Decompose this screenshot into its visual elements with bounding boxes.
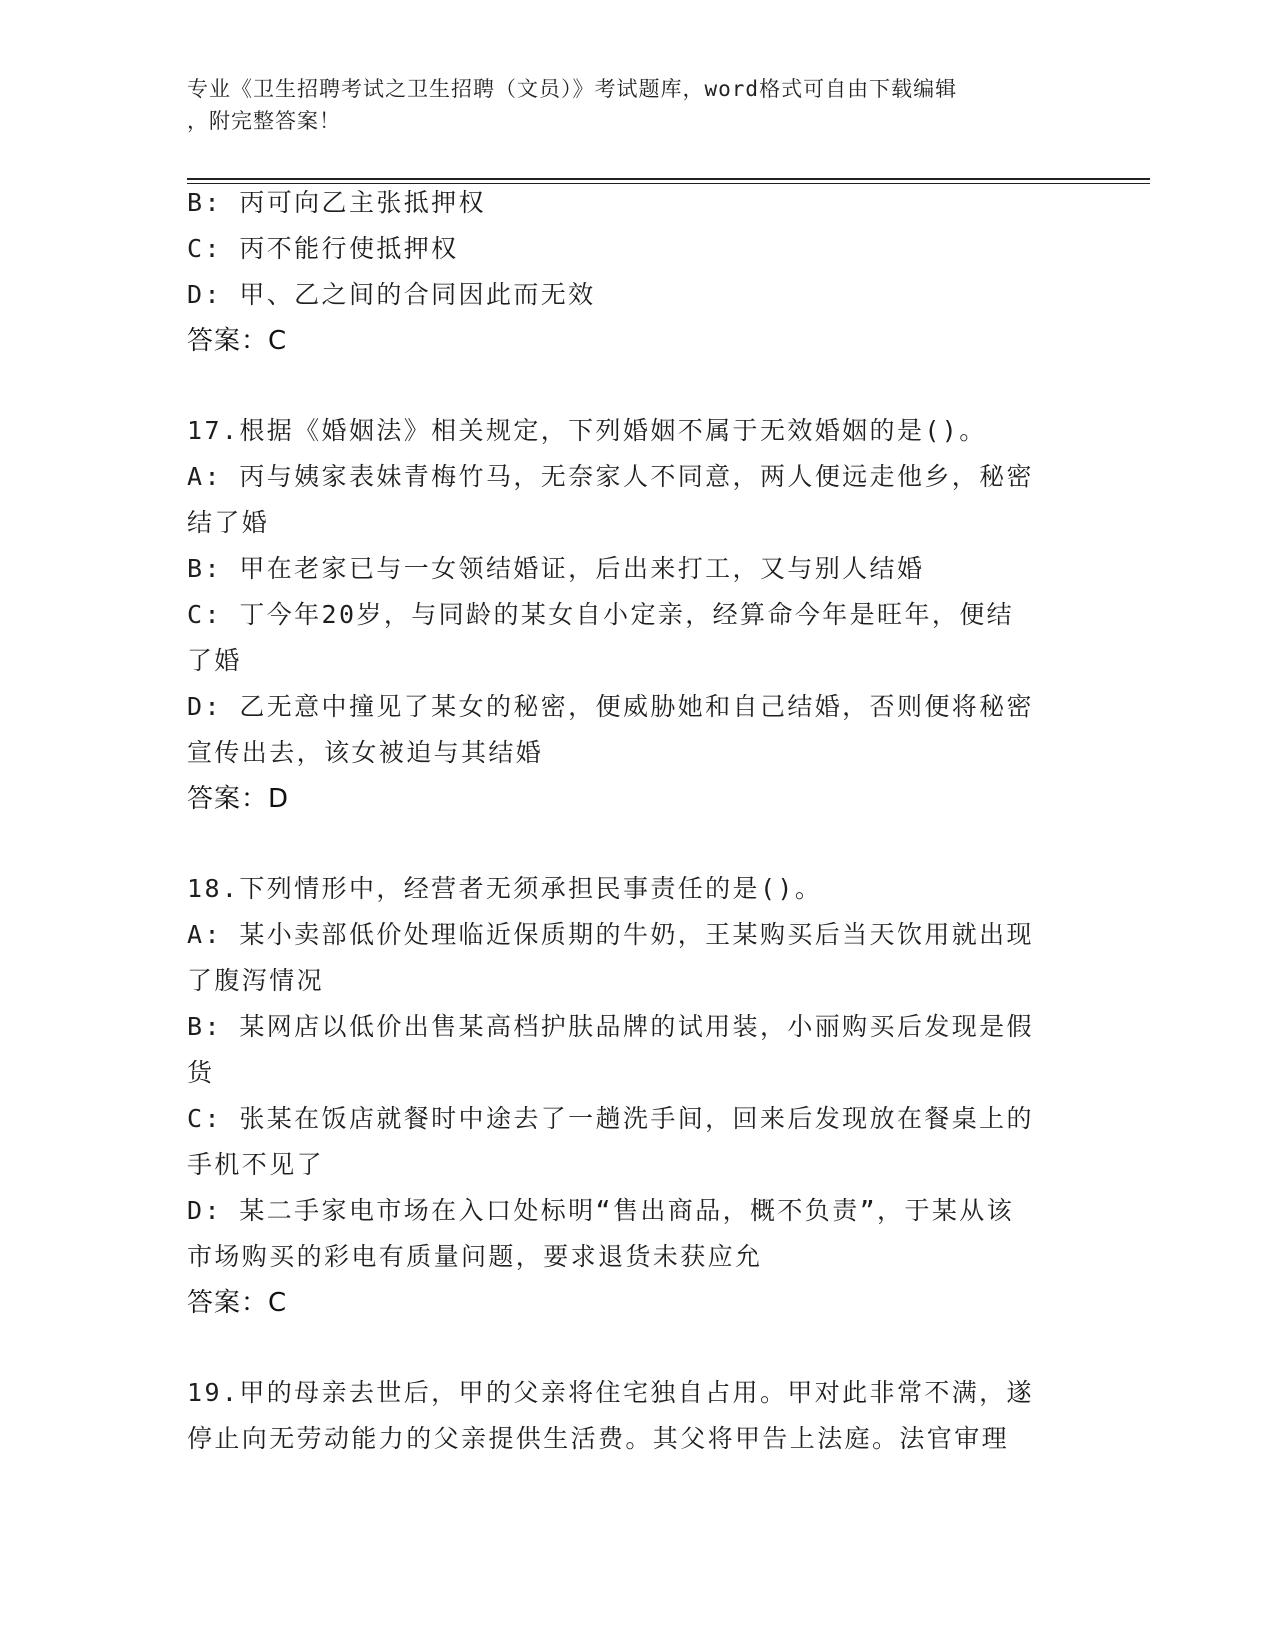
option-b: B: 丙可向乙主张抵押权	[187, 188, 486, 217]
question-19-stem-line-1: 19.甲的母亲去世后，甲的父亲将住宅独自占用。甲对此非常不满，遂	[187, 1378, 1034, 1407]
q18-answer: 答案：C	[187, 1288, 288, 1318]
question-18-stem: 18.下列情形中，经营者无须承担民事责任的是()。	[187, 874, 823, 903]
q17-option-c-line-2: 了婚	[187, 646, 242, 675]
answer-line: 答案：C	[187, 326, 288, 356]
q17-option-c-line-1: C: 丁今年20岁，与同龄的某女自小定亲，经算命今年是旺年，便结	[187, 600, 1015, 629]
question-content	[187, 180, 1067, 1462]
q18-option-d-line-2: 市场购买的彩电有质量问题，要求退货未获应允	[187, 1242, 763, 1271]
q17-option-d-line-2: 宣传出去，该女被迫与其结婚	[187, 738, 544, 767]
option-c: C: 丙不能行使抵押权	[187, 234, 459, 263]
q18-option-c-line-2: 手机不见了	[187, 1150, 325, 1179]
q18-option-a-line-1: A: 某小卖部低价处理临近保质期的牛奶，王某购买后当天饮用就出现	[187, 920, 1034, 949]
q18-option-a-line-2: 了腹泻情况	[187, 966, 325, 995]
header-line-1: 专业《卫生招聘考试之卫生招聘（文员）》考试题库，word格式可自由下载编辑	[187, 77, 958, 101]
page-header	[187, 73, 1077, 137]
question-17-stem: 17.根据《婚姻法》相关规定，下列婚姻不属于无效婚姻的是()。	[187, 416, 987, 445]
question-19-stem-line-2: 停止向无劳动能力的父亲提供生活费。其父将甲告上法庭。法官审理	[187, 1424, 1010, 1453]
q17-option-a-line-1: A: 丙与姨家表妹青梅竹马，无奈家人不同意，两人便远走他乡，秘密	[187, 462, 1034, 491]
q17-option-b: B: 甲在老家已与一女领结婚证，后出来打工，又与别人结婚	[187, 554, 925, 583]
q17-option-a-line-2: 结了婚	[187, 508, 270, 537]
q17-option-d-line-1: D: 乙无意中撞见了某女的秘密，便威胁她和自己结婚，否则便将秘密	[187, 692, 1034, 721]
q18-option-c-line-1: C: 张某在饭店就餐时中途去了一趟洗手间，回来后发现放在餐桌上的	[187, 1104, 1034, 1133]
header-line-2: ，附完整答案！	[187, 109, 341, 133]
q18-option-b-line-1: B: 某网店以低价出售某高档护肤品牌的试用装，小丽购买后发现是假	[187, 1012, 1034, 1041]
q17-answer: 答案：D	[187, 784, 290, 814]
option-d: D: 甲、乙之间的合同因此而无效	[187, 280, 596, 309]
q18-option-d-line-1: D: 某二手家电市场在入口处标明“售出商品，概不负责”，于某从该	[187, 1196, 1015, 1225]
q18-option-b-line-2: 货	[187, 1058, 215, 1087]
